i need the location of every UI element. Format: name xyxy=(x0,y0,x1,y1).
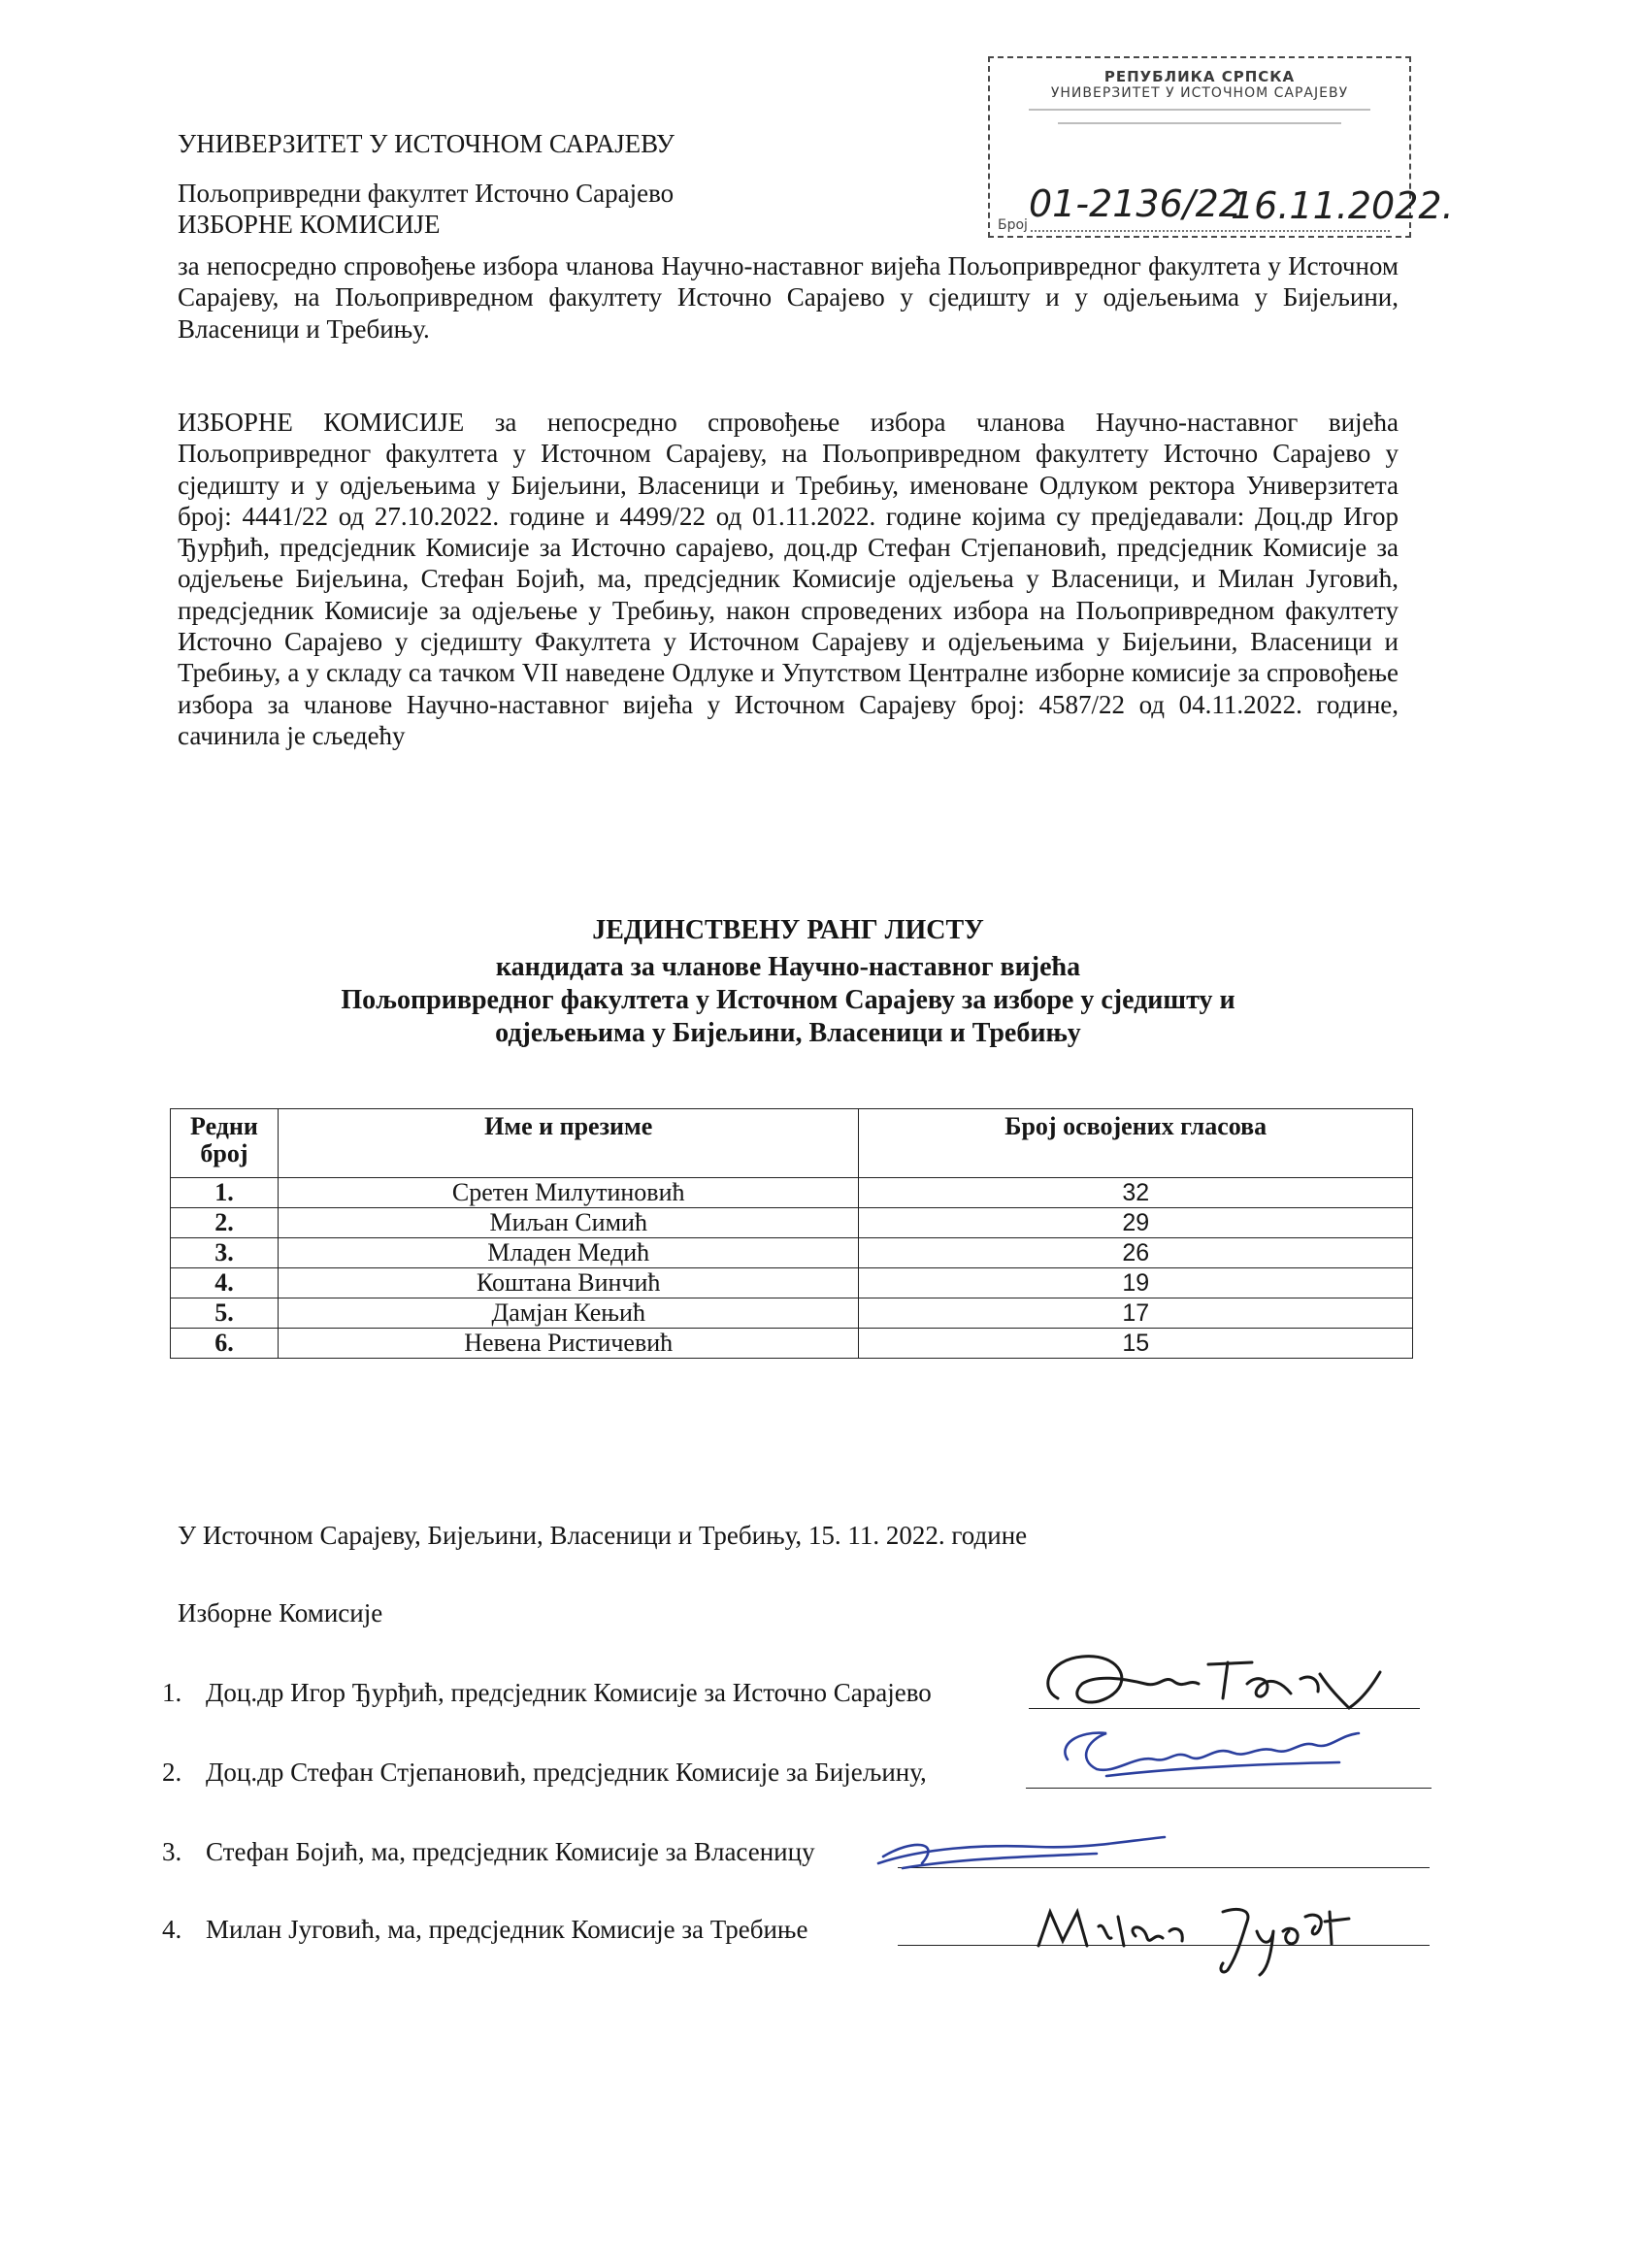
signatory-text: Милан Југовић, ма, предсједник Комисије за Требиње xyxy=(206,1915,808,1944)
header-name: Име и презиме xyxy=(278,1109,859,1178)
stamp-number-label: Број xyxy=(998,217,1028,233)
signatory-number: 1. xyxy=(162,1678,182,1707)
row-number: 4. xyxy=(171,1268,279,1298)
committees-label: Изборне Комисије xyxy=(178,1598,383,1627)
row-votes: 29 xyxy=(859,1208,1413,1238)
stamp-faint-line xyxy=(1058,122,1341,124)
signatory-number: 2. xyxy=(162,1758,182,1787)
header-votes: Број освојених гласова xyxy=(859,1109,1413,1178)
row-number: 6. xyxy=(171,1329,279,1359)
faculty-name: Пољопривредни факултет Источно Сарајево xyxy=(178,179,675,208)
ranking-subtitle-2: Пољопривредног факултета у Источном Сарајеву за изборе у сједишту и xyxy=(341,985,1235,1015)
row-name: Невена Ристичевић xyxy=(278,1329,859,1359)
row-number: 3. xyxy=(171,1238,279,1268)
signature-4-graphic xyxy=(1029,1878,1378,1985)
signatory-text: Доц.др Стефан Стјепановић, предсједник Комисије за Бијељину, xyxy=(206,1758,927,1787)
row-votes: 19 xyxy=(859,1268,1413,1298)
stamp-dotted-line xyxy=(1031,230,1390,232)
row-number: 1. xyxy=(171,1178,279,1208)
table-row xyxy=(171,1298,1413,1329)
ranking-table xyxy=(170,1108,1413,1359)
table-row xyxy=(171,1268,1413,1298)
signatory-2 xyxy=(162,1757,927,1788)
signatory-text: Доц.др Игор Ђурђић, предсједник Комисије за Источно Сарајево xyxy=(206,1678,932,1707)
signature-2-graphic xyxy=(1048,1716,1378,1789)
body-paragraph: ИЗБОРНЕ КОМИСИЈЕ за непосредно спровођење избора чланова Научно-наставног вијећа Пољопривредног факултета у Источном Сарајеву, на Пољопривредном факултету Источно Сарајево у сједишту и у одјељењима у Бијељини, Власеници и Требињу, именоване Одлуком ректора Универзитета број: 4441/22 од 27.10.2022. године и 4499/22 од 01.11.2022. године којима су предједавали: Доц.др Игор Ђурђић, предсједник Комисије за Источно сарајево, доц.др Стефан Стјепановић, предсједник Комисије за одјељење Бијељина, Стефан Бојић, ма, предсједник Комисије одјељења у Власеници, и Милан Југовић, предсједник Комисије за одјељење у Требињу, након спроведених избора на Пољопривредном факултету Источно Сарајево у сједишту Факултета у Источном Сарајеву и одјељењима у Бијељини, Власеници и Требињу, а у складу са тачком VII наведене Одлуке и Упутством Централне изборне комисије за спровођење избора за чланове Научно-наставног вијећа у Источном Сарајеву број: 4587/22 од 04.11.2022. године, сачинила је сљедећу xyxy=(178,408,1399,750)
signature-3-graphic xyxy=(864,1829,1184,1878)
row-name: Дамјан Кењић xyxy=(278,1298,859,1329)
header-number: Редни број xyxy=(171,1109,279,1178)
stamp-handwritten-number: 01-2136/22 xyxy=(1029,182,1242,225)
row-votes: 15 xyxy=(859,1329,1413,1359)
table-row xyxy=(171,1238,1413,1268)
table-row xyxy=(171,1329,1413,1359)
row-name: Младен Медић xyxy=(278,1238,859,1268)
table-row xyxy=(171,1208,1413,1238)
row-name: Сретен Милутиновић xyxy=(278,1178,859,1208)
signatory-4 xyxy=(162,1914,807,1945)
row-votes: 26 xyxy=(859,1238,1413,1268)
stamp-handwritten-date: 16.11.2022. xyxy=(1231,184,1454,227)
stamp-line-1: РЕПУБЛИКА СРПСКА xyxy=(1103,68,1296,85)
stamp-faint-line xyxy=(1029,109,1370,111)
row-votes: 32 xyxy=(859,1178,1413,1208)
row-number: 2. xyxy=(171,1208,279,1238)
table-header-row xyxy=(171,1109,1413,1178)
signatory-3 xyxy=(162,1836,815,1867)
place-date: У Источном Сарајеву, Бијељини, Власеници и Требињу, 15. 11. 2022. године xyxy=(178,1521,1028,1550)
row-name: Коштана Винчић xyxy=(278,1268,859,1298)
stamp-line-2: УНИВЕРЗИТЕТ У ИСТОЧНОМ САРАЈЕВУ xyxy=(1050,85,1349,101)
signatory-number: 3. xyxy=(162,1837,182,1866)
row-name: Миљан Симић xyxy=(278,1208,859,1238)
signature-1-graphic xyxy=(1029,1645,1417,1723)
signatory-number: 4. xyxy=(162,1915,182,1944)
university-name: УНИВЕРЗИТЕТ У ИСТОЧНОМ САРАЈЕВУ xyxy=(178,129,675,158)
ranking-subtitle-3: одјељењима у Бијељини, Власеници и Требињу xyxy=(495,1018,1081,1048)
intro-paragraph: за непосредно спровођење избора чланова Научно-наставног вијећа Пољопривредног факултета у Источном Сарајеву, на Пољопривредном факултету Источно Сарајево у сједишту и у одјељењима у Бијељини, Власеници и Требињу. xyxy=(178,251,1399,344)
table-row xyxy=(171,1178,1413,1208)
row-number: 5. xyxy=(171,1298,279,1329)
row-votes: 17 xyxy=(859,1298,1413,1329)
ranking-subtitle-1: кандидата за чланове Научно-наставног вијећа xyxy=(495,952,1081,982)
signatory-1 xyxy=(162,1677,932,1708)
ranking-title: ЈЕДИНСТВЕНУ РАНГ ЛИСТУ xyxy=(592,915,984,945)
signatory-text: Стефан Бојић, ма, предсједник Комисије за Власеницу xyxy=(206,1837,815,1866)
committee-name: ИЗБОРНЕ КОМИСИЈЕ xyxy=(178,210,441,239)
